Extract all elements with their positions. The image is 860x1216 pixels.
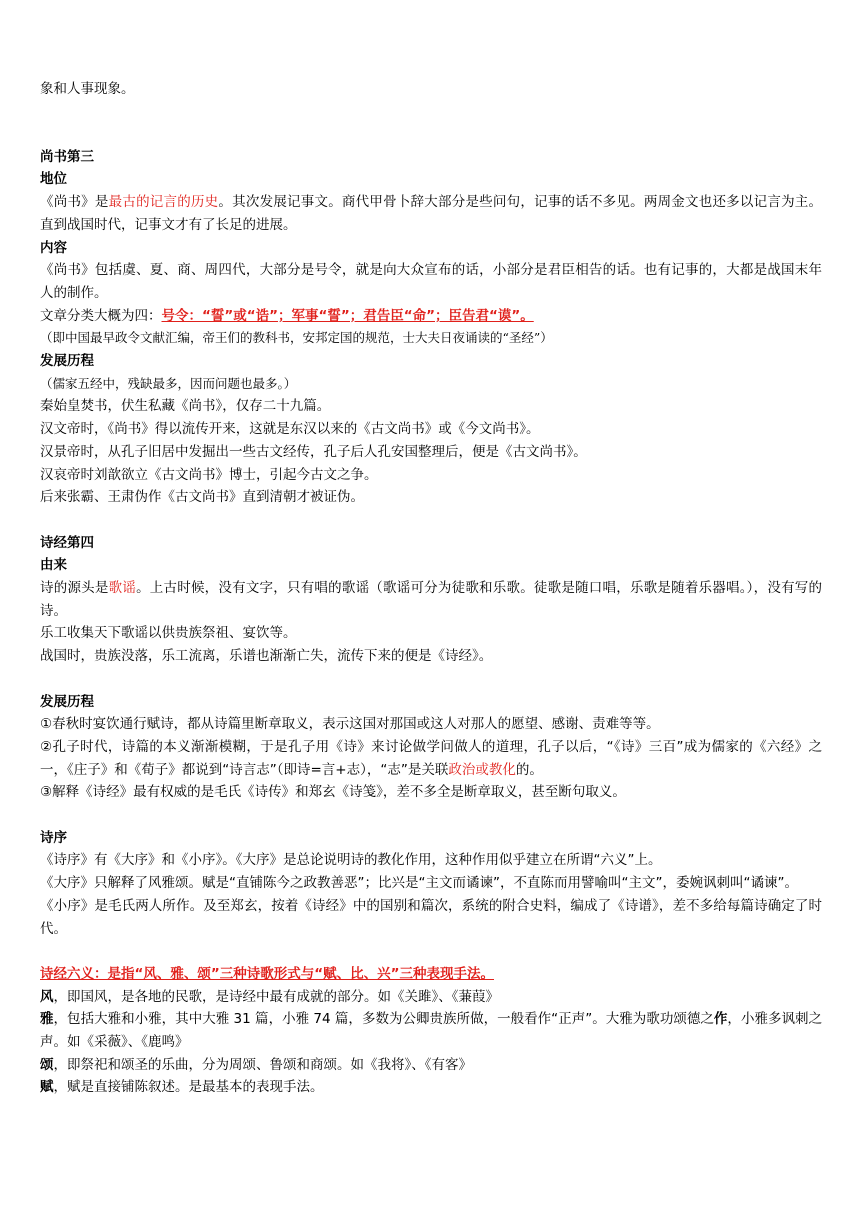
- heading-origin: 由来: [40, 557, 67, 574]
- text: 文章分类大概为四：: [40, 307, 162, 324]
- highlight-politics: 政治或教化: [448, 761, 516, 778]
- history-item-1: ①春秋时宴饮通行赋诗，都从诗篇里断章取义，表示这国对那国或这人对那人的愿望、感谢、责难等等。: [40, 716, 660, 733]
- spacer: [40, 940, 822, 963]
- text: 的。: [515, 761, 543, 778]
- heading-status: 地位: [40, 171, 67, 188]
- text: ，小雅多讽刺之声。如《采薇》、《鹿鸣》: [40, 1011, 823, 1051]
- paragraph-origin: [40, 577, 822, 622]
- text: 作: [713, 1011, 728, 1028]
- paragraph-categories: [40, 305, 822, 328]
- heading-six-principles: 诗经六义：是指“风、雅、颂”三种诗歌形式与“赋、比、兴”三种表现手法。: [40, 965, 494, 982]
- text: 。上古时候，没有文字，只有唱的歌谣（歌谣可分为徒歌和乐歌。徒歌是随口唱，乐歌是随着乐器唱。），没有写的诗。: [40, 580, 823, 619]
- heading-preface: 诗序: [40, 829, 67, 846]
- history-line: 汉文帝时，《尚书》得以流传开来，这就是东汉以来的《古文尚书》或《今文尚书》。: [40, 421, 540, 438]
- section-title-shijing: 诗经第四: [40, 534, 94, 551]
- text: 《尚书》是: [40, 194, 109, 211]
- highlight-ballad: 歌谣: [108, 580, 137, 597]
- paragraph-preface-3: 《小序》是毛氏两人所作。及至郑玄，按着《诗经》中的国别和篇次，系统的附合史料，编成了《诗谱》，差不多给每篇诗确定了时代。: [40, 897, 822, 937]
- item-song: [40, 1054, 822, 1077]
- history-line: 秦始皇焚书，伏生私藏《尚书》，仅存二十九篇。: [40, 398, 331, 415]
- document-page: [40, 78, 822, 1099]
- history-line: 汉景帝时，从孔子旧居中发掘出一些古文经传，孔子后人孔安国整理后，便是《古文尚书》。: [40, 443, 587, 460]
- item-ya: [40, 1008, 822, 1053]
- text: ，包括大雅和小雅，其中大雅 31 篇，小雅 74 篇，多数为公卿贵族所做，一般看作“正声”。大雅为歌功颂德之: [53, 1011, 714, 1028]
- paragraph-origin-2: 乐工收集天下歌谣以供贵族祭祖、宴饮等。: [40, 625, 297, 642]
- history-item-3: ③解释《诗经》最有权威的是毛氏《诗传》和郑玄《诗笺》，差不多全是断章取义，甚至断句取义。: [40, 784, 626, 801]
- text: ，即国风，是各地的民歌，是诗经中最有成就的部分。如《关雎》、《蒹葭》: [53, 988, 499, 1005]
- spacer: [40, 101, 822, 146]
- history-item-2: [40, 736, 822, 781]
- term-song: 颂: [40, 1056, 54, 1073]
- spacer: [40, 509, 822, 532]
- heading-content: 内容: [40, 239, 67, 256]
- paragraph-origin-3: 战国时，贵族没落，乐工流离，乐谱也渐渐亡失，流传下来的便是《诗经》。: [40, 648, 493, 665]
- text: 诗的源头是: [40, 580, 109, 597]
- text: ②孔子时代，诗篇的本义渐渐模糊，于是孔子用《诗》来讨论做学问做人的道理，孔子以后，“《诗》三百”成为儒家的《六经》之一，《庄子》和《荀子》都说到“诗言志”（即诗=言+志），“志”是关联: [40, 738, 822, 778]
- highlight-categories: 号令：“誓”或“诰”；军事“誓”；君告臣“命”；臣告君“谟”。: [161, 307, 534, 324]
- heading-history-shijing: 发展历程: [40, 693, 94, 710]
- note-history: （儒家五经中，残缺最多，因而问题也最多。）: [40, 375, 297, 391]
- paragraph-content: 《尚书》包括虞、夏、商、周四代，大部分是号令，就是向大众宣布的话，小部分是君臣相告的话。也有记事的，大都是战国末年人的制作。: [40, 262, 822, 301]
- paragraph-preface-2: 《大序》只解释了风雅颂。赋是“直铺陈今之政教善恶”；比兴是“主文而谲谏”，不直陈而用譬喻叫“主文”，委婉讽刺叫“谲谏”。: [40, 875, 798, 892]
- text: ，即祭祀和颂圣的乐曲，分为周颂、鲁颂和商颂。如《我将》、《有客》: [53, 1056, 472, 1073]
- term-ya: 雅: [40, 1011, 54, 1028]
- spacer: [40, 668, 822, 691]
- item-feng: [40, 986, 822, 1009]
- text: ，赋是直接铺陈叙述。是最基本的表现手法。: [53, 1079, 324, 1096]
- intro-tail: 象和人事现象。: [40, 81, 135, 97]
- paragraph-status: [40, 191, 822, 236]
- term-fu: 赋: [40, 1079, 54, 1096]
- highlight-oldest-history: 最古的记言的历史: [108, 194, 219, 211]
- history-line: 汉哀帝时刘歆欲立《古文尚书》博士，引起今古文之争。: [40, 466, 378, 483]
- text: 。其次发展记事文。商代甲骨卜辞大部分是些问句，记事的话不多见。两周金文也还多以记言为主。直到战国时代，记事文才有了长足的进展。: [40, 194, 823, 233]
- paragraph-preface-1: 《诗序》有《大序》和《小序》。《大序》是总论说明诗的教化作用，这种作用似乎建立在所谓“六义”上。: [40, 852, 662, 869]
- note-shangshu: （即中国最早政令文献汇编，帝王们的教科书，安邦定国的规范，士大夫日夜诵读的“圣经”）: [40, 330, 553, 346]
- heading-history-shangshu: 发展历程: [40, 353, 94, 370]
- item-fu: [40, 1076, 822, 1099]
- section-title-shangshu: 尚书第三: [40, 148, 94, 165]
- history-line: 后来张霸、王肃伪作《古文尚书》直到清朝才被证伪。: [40, 489, 364, 506]
- term-feng: 风: [40, 988, 54, 1005]
- spacer: [40, 804, 822, 827]
